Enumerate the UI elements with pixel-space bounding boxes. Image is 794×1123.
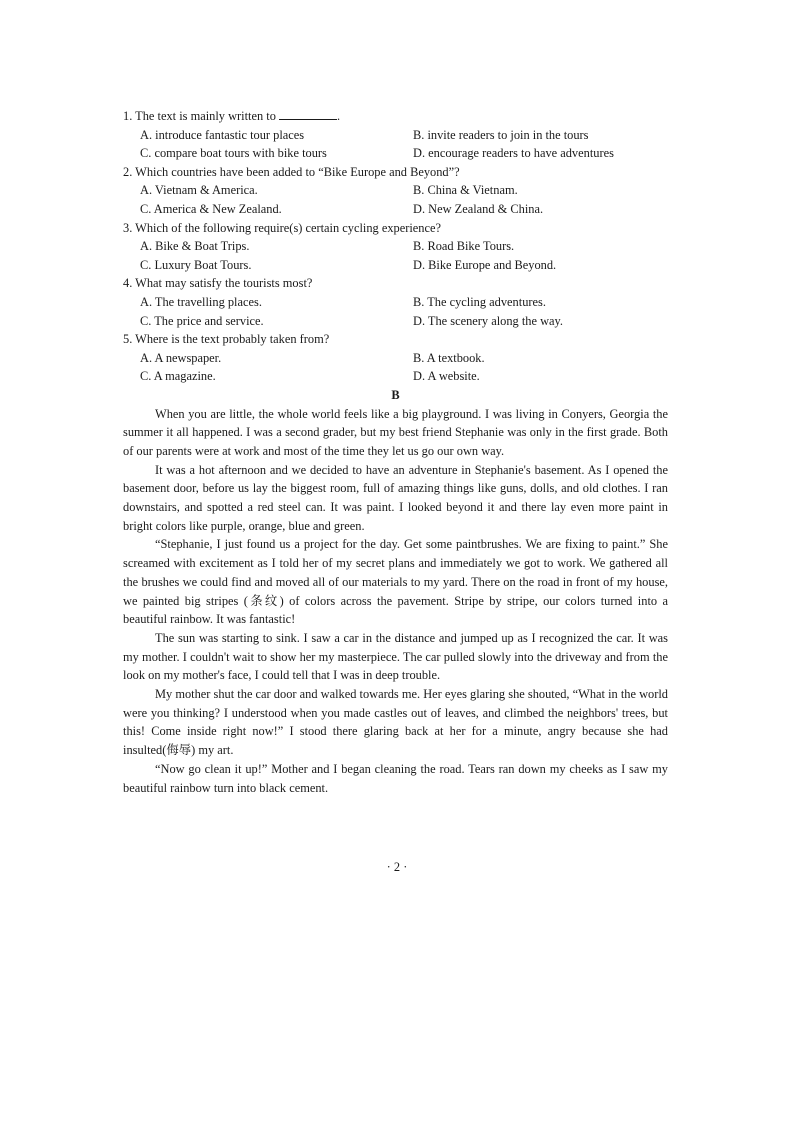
option-row [123,367,668,386]
answer-option: D. encourage readers to have adventures [413,146,614,161]
option-row [123,200,668,219]
answer-option: C. compare boat tours with bike tours [140,146,327,161]
answer-option: B. The cycling adventures. [413,294,546,309]
passage-paragraph: My mother shut the car door and walked towards me. Her eyes glaring she shouted, “What in the world were you thinking? I understood when you made castles out of leaves, and climbed the neighbors' trees, but this! Come inside right now!” I stood there glaring back at her for a minute, angry because she had insulted(侮辱) my art. [123,687,668,758]
answer-option: C. Luxury Boat Tours. [140,257,252,272]
passage-paragraph: It was a hot afternoon and we decided to have an adventure in Stephanie's basement. As I opened the basement door, before us lay the biggest room, full of amazing things like guns, dolls, and old clothes. I ran downstairs, and spotted a red steel can. It was paint. I looked beyond it and there lay even more paint in bright colors like purple, orange, blue and green. [123,462,668,533]
option-row [123,237,668,256]
option-row [123,256,668,275]
section-label: B [391,387,400,402]
answer-option: B. invite readers to join in the tours [413,127,589,142]
question-list [123,107,668,386]
page-number: · 2 · [386,860,408,874]
answer-option: A. introduce fantastic tour places [140,127,305,142]
question-stem-text: 5. Where is the text probably taken from? [123,332,330,347]
answer-option: D. New Zealand & China. [413,201,544,216]
question-stem-text: 3. Which of the following require(s) certain cycling experience? [123,220,442,235]
option-row [123,312,668,331]
answer-option: D. A website. [413,369,480,384]
question-stem [123,163,668,182]
passage-paragraph: The sun was starting to sink. I saw a car in the distance and jumped up as I recognized the car. It was my mother. I couldn't wait to show her my masterpiece. The car pulled slowly into the driveway and from the look on my mother's face, I could tell that I was in deep trouble. [123,630,668,683]
option-row [123,181,668,200]
answer-option: A. A newspaper. [140,350,222,365]
question-stem-text: 2. Which countries have been added to “Bike Europe and Beyond”? [123,164,460,179]
answer-option: A. Vietnam & America. [140,183,258,198]
passage [123,405,668,798]
question-stem [123,107,668,126]
option-row [123,144,668,163]
question-stem [123,330,668,349]
answer-option: C. America & New Zealand. [140,201,282,216]
question-stem-text: 1. The text is mainly written to [123,109,280,123]
answer-blank [279,107,337,120]
answer-option: C. The price and service. [140,313,264,328]
question-stem [123,274,668,293]
option-row [123,349,668,368]
passage-paragraph: When you are little, the whole world feels like a big playground. I was living in Conyers, Georgia the summer it all happened. I was a second grader, but my best friend Stephanie was only in the first grade. Both of our parents were at work and most of the time they let us go our own way. [123,406,668,458]
answer-option: B. China & Vietnam. [413,183,518,198]
option-row [123,293,668,312]
answer-option: A. Bike & Boat Trips. [140,239,250,254]
answer-option: A. The travelling places. [140,294,262,309]
page-content [123,107,668,797]
answer-option: B. A textbook. [413,350,485,365]
option-row [123,126,668,145]
question-stem [123,219,668,238]
question-stem-text: 4. What may satisfy the tourists most? [123,276,313,291]
passage-paragraph: “Stephanie, I just found us a project for the day. Get some paintbrushes. We are fixing to paint.” She screamed with excitement as I told her of my secret plans and immediately we got to work. We gathered all the brushes we could find and moved all of our materials to my yard. There on the road in front of my house, we painted big stripes (条纹) of colors across the pavement. Stripe by stripe, our colors turned into a beautiful rainbow. It was fantastic! [123,537,668,627]
question-stem-end: . [337,109,341,123]
passage-paragraph: “Now go clean it up!” Mother and I began cleaning the road. Tears ran down my cheeks as I saw my beautiful rainbow turn into black cement. [123,761,668,795]
answer-option: D. Bike Europe and Beyond. [413,257,557,272]
answer-option: D. The scenery along the way. [413,313,564,328]
answer-option: B. Road Bike Tours. [413,239,515,254]
answer-option: C. A magazine. [140,369,216,384]
